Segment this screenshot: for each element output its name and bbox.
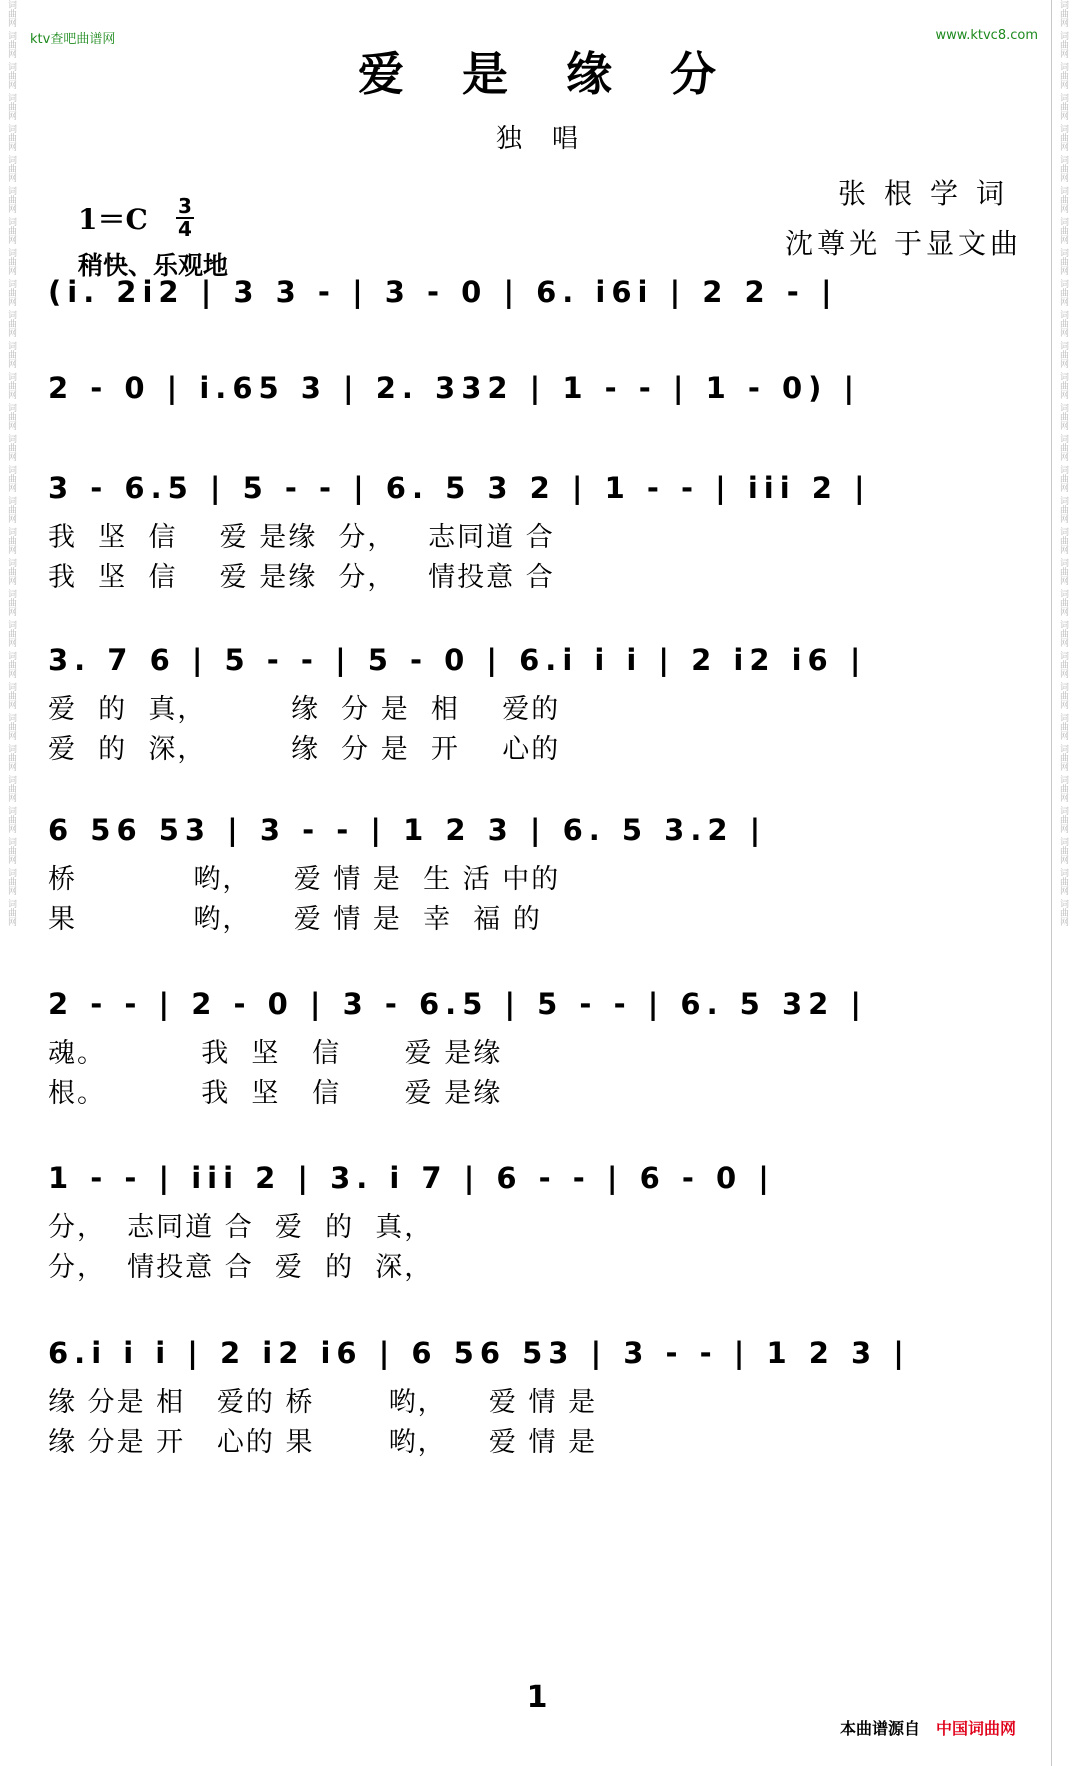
edge-watermark-text: 词曲网	[6, 713, 16, 740]
edge-watermark-text: 词曲网	[1058, 372, 1068, 399]
edge-watermark-text: 词曲网	[6, 465, 16, 492]
score-system	[48, 272, 1020, 312]
edge-watermark-text: 词曲网	[1058, 248, 1068, 275]
notation-line: 2 - - | 2 - 0 | 3 - 6.5 | 5 - - | 6. 5 32 |	[48, 987, 867, 1021]
edge-watermark-text: 词曲网	[1058, 0, 1068, 27]
lyric-line: 果 哟， 爱 情 是 幸 福 的	[48, 904, 542, 935]
edge-watermark-text: 词曲网	[6, 837, 16, 864]
lyric-line: 我 坚 信 爱 是缘 分， 情投意 合	[48, 562, 555, 593]
notation-line: 6 56 53 | 3 - - | 1 2 3 | 6. 5 3.2 |	[48, 813, 767, 847]
song-subtitle: 独唱	[495, 124, 608, 154]
lyric-line: 爱 的 真， 缘 分 是 相 爱的	[48, 694, 561, 725]
edge-watermark-text: 词曲网	[6, 868, 16, 895]
edge-watermark-text: 词曲网	[6, 0, 16, 27]
notation-line: 1 - - | iii 2 | 3. i 7 | 6 - - | 6 - 0 |	[48, 1161, 775, 1195]
edge-watermark-text: 词曲网	[1058, 496, 1068, 523]
edge-watermark-text: 词曲网	[6, 744, 16, 771]
edge-watermark-text: 词曲网	[6, 899, 16, 926]
key-signature: 1＝C	[78, 203, 148, 236]
score-system	[48, 984, 1020, 1114]
edge-watermark-text: 词曲网	[1058, 93, 1068, 120]
edge-watermark-text: 词曲网	[1058, 217, 1068, 244]
edge-watermark-text: 词曲网	[6, 248, 16, 275]
notation-line: 3. 7 6 | 5 - - | 5 - 0 | 6.i i i | 2 i2 i6 |	[48, 643, 867, 677]
edge-watermark-text: 词曲网	[6, 806, 16, 833]
notation-line: 2 - 0 | i.65 3 | 2. 332 | 1 - - | 1 - 0) |	[48, 371, 861, 405]
edge-watermark-text: 词曲网	[1058, 155, 1068, 182]
time-signature	[176, 196, 194, 240]
edge-watermark-text: 词曲网	[1058, 651, 1068, 678]
edge-watermark-text: 词曲网	[6, 558, 16, 585]
lyric-line: 桥 哟， 爱 情 是 生 活 中的	[48, 864, 561, 895]
tempo-marking: 稍快、乐观地	[78, 251, 229, 280]
footer-source-text: 本曲谱源自	[839, 1719, 920, 1738]
watermark-right: www.ktvc8.com	[935, 28, 1038, 43]
edge-watermark-text: 词曲网	[1058, 620, 1068, 647]
edge-watermark-text: 词曲网	[6, 279, 16, 306]
notation-line: 6.i i i | 2 i2 i6 | 6 56 53 | 3 - - | 1 2 3 |	[48, 1336, 910, 1370]
edge-watermark-text: 词曲网	[6, 682, 16, 709]
composer-credit: 沈尊光 于显文曲	[785, 227, 1022, 260]
lyric-line: 根。 我 坚 信 爱 是缘	[48, 1078, 503, 1109]
edge-watermark-text: 词曲网	[1058, 310, 1068, 337]
lyric-line: 魂。 我 坚 信 爱 是缘	[48, 1038, 503, 1069]
edge-watermark-text: 词曲网	[6, 496, 16, 523]
edge-watermark-text: 词曲网	[6, 341, 16, 368]
edge-watermark-text: 词曲网	[6, 403, 16, 430]
score-system	[48, 1333, 1020, 1463]
edge-watermark-text: 词曲网	[6, 62, 16, 89]
time-top: 3	[178, 194, 192, 218]
edge-watermark-text: 词曲网	[1058, 806, 1068, 833]
edge-watermark-text: 词曲网	[1058, 899, 1068, 926]
edge-watermark-text: 词曲网	[6, 155, 16, 182]
edge-watermark-text: 词曲网	[6, 310, 16, 337]
edge-watermark-text: 词曲网	[6, 217, 16, 244]
edge-watermark-text: 词曲网	[6, 651, 16, 678]
footer-site-link[interactable]: 中国词曲网	[935, 1719, 1016, 1738]
lyric-line: 爱 的 深， 缘 分 是 开 心的	[48, 734, 561, 765]
edge-watermark-text: 词曲网	[6, 31, 16, 58]
edge-watermark-text: 词曲网	[1058, 744, 1068, 771]
edge-watermark-text: 词曲网	[6, 527, 16, 554]
edge-watermark-text: 词曲网	[6, 186, 16, 213]
song-title: 爱是缘分	[358, 47, 774, 101]
score-system	[48, 810, 1020, 940]
edge-watermark-text: 词曲网	[6, 93, 16, 120]
lyric-line: 我 坚 信 爱 是缘 分， 志同道 合	[48, 522, 555, 553]
edge-watermark-text: 词曲网	[1058, 527, 1068, 554]
score-system	[48, 468, 1020, 598]
edge-watermark-text: 词曲网	[1058, 589, 1068, 616]
edge-watermark-text: 词曲网	[1058, 341, 1068, 368]
edge-watermark-text: 词曲网	[1058, 682, 1068, 709]
edge-watermark-text: 词曲网	[1058, 124, 1068, 151]
edge-watermark-text: 词曲网	[1058, 403, 1068, 430]
lyric-line: 分， 情投意 合 爱 的 深，	[48, 1252, 434, 1283]
edge-watermark-text: 词曲网	[1058, 31, 1068, 58]
time-bottom: 4	[178, 217, 192, 241]
left-watermark-strip	[0, 0, 22, 1766]
score-system	[48, 1158, 1020, 1288]
score-system	[48, 368, 1020, 408]
watermark-left: ktv查吧曲谱网	[30, 32, 116, 47]
right-watermark-strip	[1051, 0, 1074, 1766]
edge-watermark-text: 词曲网	[1058, 713, 1068, 740]
lyric-line: 分， 志同道 合 爱 的 真，	[48, 1212, 434, 1243]
edge-watermark-text: 词曲网	[6, 620, 16, 647]
edge-watermark-text: 词曲网	[1058, 465, 1068, 492]
edge-watermark-text: 词曲网	[1058, 434, 1068, 461]
edge-watermark-text: 词曲网	[1058, 775, 1068, 802]
edge-watermark-text: 词曲网	[6, 589, 16, 616]
notation-line: (i. 2i2 | 3 3 - | 3 - 0 | 6. i6i | 2 2 - |	[48, 275, 838, 309]
edge-watermark-text: 词曲网	[1058, 279, 1068, 306]
edge-watermark-text: 词曲网	[6, 434, 16, 461]
page-number: 1	[526, 1680, 548, 1715]
footer-source	[840, 1716, 1016, 1739]
edge-watermark-text: 词曲网	[6, 775, 16, 802]
notation-line: 3 - 6.5 | 5 - - | 6. 5 3 2 | 1 - - | iii 2 |	[48, 471, 871, 505]
edge-watermark-text: 词曲网	[1058, 186, 1068, 213]
lyric-line: 缘 分是 开 心的 果 哟， 爱 情 是	[48, 1427, 598, 1458]
lyricist-credit: 张根学词	[837, 177, 1022, 210]
lyric-line: 缘 分是 相 爱的 桥 哟， 爱 情 是	[48, 1387, 598, 1418]
edge-watermark-text: 词曲网	[1058, 558, 1068, 585]
edge-watermark-text: 词曲网	[1058, 868, 1068, 895]
edge-watermark-text: 词曲网	[1058, 837, 1068, 864]
score-system	[48, 640, 1020, 770]
edge-watermark-text: 词曲网	[1058, 62, 1068, 89]
edge-watermark-text: 词曲网	[6, 124, 16, 151]
edge-watermark-text: 词曲网	[6, 372, 16, 399]
